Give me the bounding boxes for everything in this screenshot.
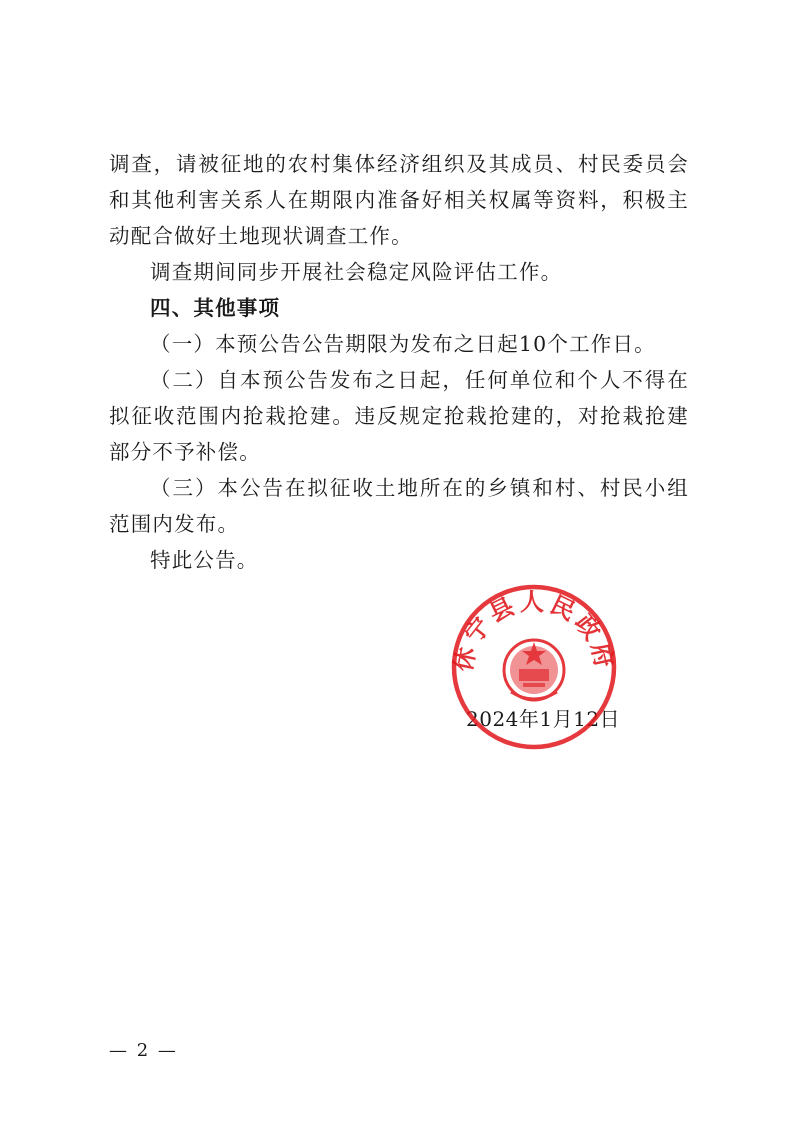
paragraph-item-2: （二）自本预公告发布之日起，任何单位和个人不得在拟征收范围内抢栽抢建。违反规定抢栽抢建的，对抢栽抢建部分不予补偿。	[109, 368, 689, 464]
seal-issuer-text: 休宁县人民政府	[449, 588, 619, 674]
document-date: 2024年1月12日	[466, 707, 621, 731]
paragraph-risk-assessment: 调查期间同步开展社会稳定风险评估工作。	[150, 260, 563, 284]
official-seal	[449, 582, 619, 752]
document-body	[109, 146, 689, 578]
paragraph-item-3: （三）本公告在拟征收土地所在的乡镇和村、村民小组范围内发布。	[109, 476, 689, 536]
national-emblem-icon	[504, 640, 564, 700]
official-seal-graphic	[449, 582, 619, 752]
paragraph-closing: 特此公告。	[150, 548, 259, 572]
paragraph-item-1: （一）本预公告公告期限为发布之日起10个工作日。	[150, 332, 656, 356]
section-heading-other-matters: 四、其他事项	[150, 296, 281, 320]
paragraph-survey-cooperation: 调查，请被征地的农村集体经济组织及其成员、村民委员会和其他利害关系人在期限内准备好相关权属等资料，积极主动配合做好土地现状调查工作。	[109, 152, 689, 248]
page-number: — 2 —	[109, 1040, 178, 1061]
